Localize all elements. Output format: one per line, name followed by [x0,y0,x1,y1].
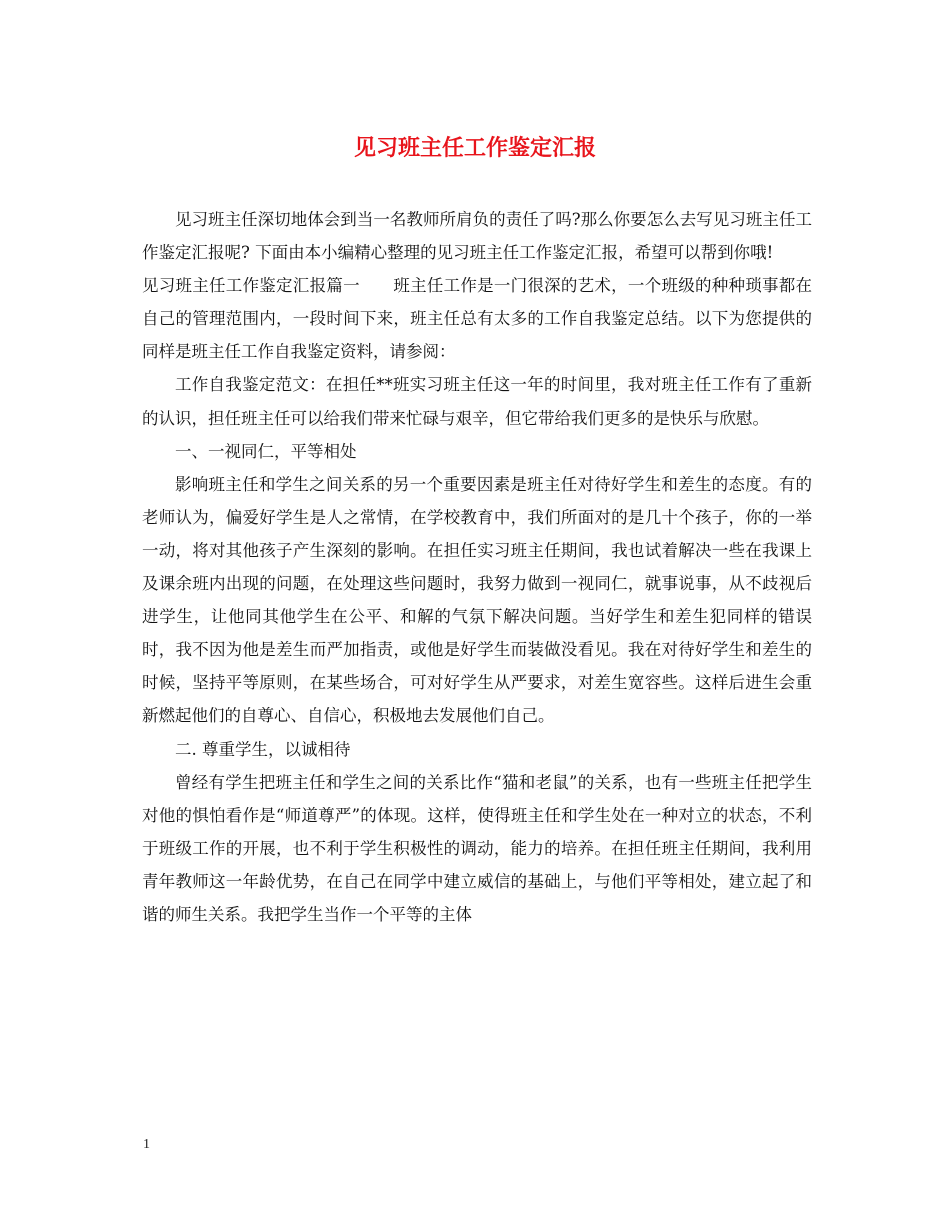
sample-paragraph: 工作自我鉴定范文：在担任**班实习班主任这一年的时间里，我对班主任工作有了重新的认识，担任班主任可以给我们带来忙碌与艰辛，但它带给我们更多的是快乐与欣慰。 [142,375,812,428]
heading-two: 二. 尊重学生，以诚相待 [175,739,351,759]
body-paragraph-one: 影响班主任和学生之间关系的另一个重要因素是班主任对待好学生和差生的态度。有的老师认为，偏爱好学生是人之常情，在学校教育中，我们所面对的是几十个孩子，你的一举一动，将对其他孩子产生深刻的影响。在担任实习班主任期间，我也试着解决一些在我课上及课余班内出现的问题，在处理这些问题时，我努力做到一视同仁，就事说事，从不歧视后进学生，让他同其他学生在公平、和解的气氛下解决问题。当好学生和差生犯同样的错误时，我不因为他是差生而严加指责，或他是好学生而装做没看见。我在对待好学生和差生的时候，坚持平等原则，在某些场合，可对好学生从严要求，对差生宽容些。这样后进生会重新燃起他们的自尊心、自信心，积极地去发展他们自己。 [142,474,812,726]
page-number: 1 [143,1137,150,1152]
section-intro-paragraph: 见习班主任工作鉴定汇报篇一 班主任工作是一门很深的艺术，一个班级的种种琐事都在自己的管理范围内，一段时间下来，班主任总有太多的工作自我鉴定总结。以下为您提供的同样是班主任工作自我鉴定资料，请参阅： [142,276,812,362]
heading-one: 一、一视同仁，平等相处 [175,441,357,461]
document-title: 见习班主任工作鉴定汇报 [353,135,596,161]
intro-paragraph: 见习班主任深切地体会到当一名教师所肩负的责任了吗?那么你要怎么去写见习班主任工作鉴定汇报呢? 下面由本小编精心整理的见习班主任工作鉴定汇报，希望可以帮到你哦! [142,210,812,263]
document-body [142,203,812,931]
body-paragraph-two: 曾经有学生把班主任和学生之间的关系比作“猫和老鼠”的关系，也有一些班主任把学生对他的惧怕看作是“师道尊严”的体现。这样，使得班主任和学生处在一种对立的状态，不利于班级工作的开展，也不利于学生积极性的调动，能力的培养。在担任班主任期间，我利用青年教师这一年龄优势，在自己在同学中建立威信的基础上，与他们平等相处，建立起了和谐的师生关系。我把学生当作一个平等的主体 [142,772,812,924]
